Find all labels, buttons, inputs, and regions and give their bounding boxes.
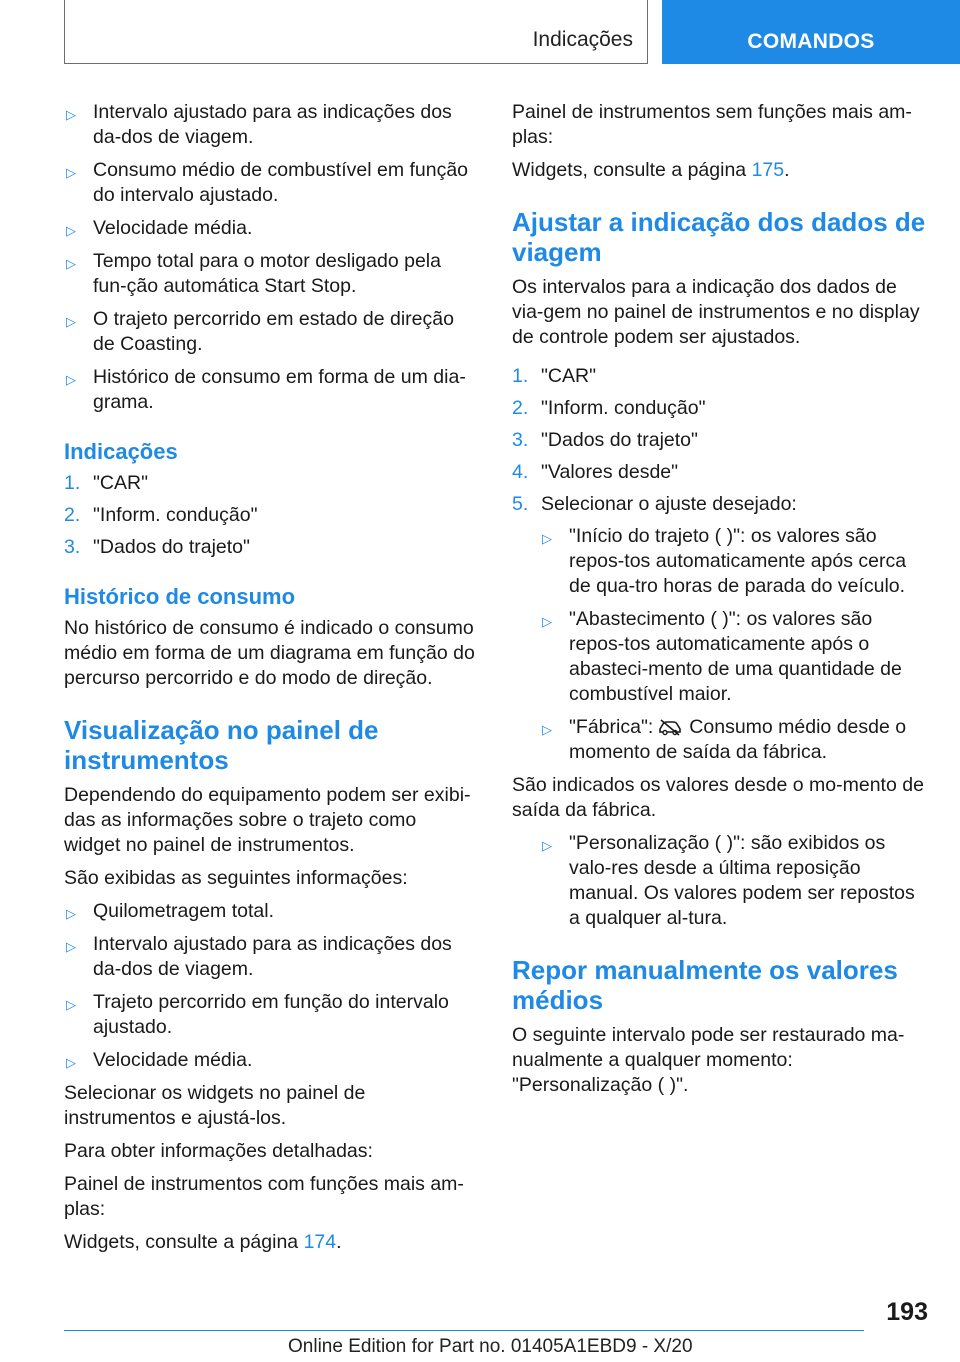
list-item-text: Quilometragem total. bbox=[93, 900, 274, 922]
option-note: São indicados os valores desde o mo-mento de saída da fábrica. bbox=[512, 774, 924, 821]
paragraph: Os intervalos para a indicação dos dados de via-gem no painel de instrumentos e no display de controle podem ser ajustados. bbox=[512, 276, 920, 348]
step-item bbox=[512, 428, 930, 453]
list-item-text: Tempo total para o motor desligado pela fun-ção automática Start Stop. bbox=[93, 250, 441, 297]
option-text: Consumo médio desde o momento de saída da fábrica. bbox=[569, 716, 907, 763]
option-text: "Personalização ( )": são exibidos os valo-res desde a última reposição manual. Os valores podem ser repostos a qualquer al-tura. bbox=[569, 832, 915, 929]
step-number: 1. bbox=[64, 472, 81, 494]
paragraph: No histórico de consumo é indicado o consumo médio em forma de um diagrama em função do percurso percorrido e do modo de direção. bbox=[64, 617, 475, 689]
list-item bbox=[64, 100, 478, 150]
header-section-title: Indicações bbox=[532, 28, 633, 51]
paragraph bbox=[512, 158, 930, 183]
step-item bbox=[512, 460, 930, 485]
footer-edition: Online Edition for Part no. 01405A1EBD9 - X/20 bbox=[288, 1336, 693, 1357]
step-text: "Dados do trajeto" bbox=[93, 536, 250, 558]
step-number: 3. bbox=[512, 429, 529, 451]
triangle-bullet-icon: ▷ bbox=[542, 531, 552, 546]
page-link-175[interactable]: 175 bbox=[751, 159, 785, 181]
triangle-bullet-icon: ▷ bbox=[66, 223, 76, 238]
step-text: "CAR" bbox=[541, 365, 597, 387]
step-number: 3. bbox=[64, 536, 81, 558]
option-text: "Abastecimento ( )": os valores são repos-tos automaticamente após o abasteci-mento de uma quantidade de combustível maior. bbox=[569, 608, 902, 705]
paragraph: O seguinte intervalo pode ser restaurado ma-nualmente a qualquer momento: "Personalização ( )". bbox=[512, 1024, 905, 1096]
header-box bbox=[64, 0, 648, 64]
page-number: 193 bbox=[886, 1298, 928, 1326]
step-number: 1. bbox=[512, 365, 529, 387]
step-number: 2. bbox=[512, 397, 529, 419]
paragraph-text: . bbox=[784, 159, 790, 181]
heading-historico: Histórico de consumo bbox=[64, 584, 296, 609]
triangle-bullet-icon: ▷ bbox=[66, 997, 76, 1012]
heading-ajustar: Ajustar a indicação dos dados de viagem bbox=[512, 207, 926, 267]
paragraph: Painel de instrumentos com funções mais am-plas: bbox=[64, 1173, 464, 1220]
triangle-bullet-icon: ▷ bbox=[542, 722, 552, 737]
paragraph: Painel de instrumentos sem funções mais am-plas: bbox=[512, 101, 912, 148]
triangle-bullet-icon: ▷ bbox=[66, 939, 76, 954]
triangle-bullet-icon: ▷ bbox=[542, 614, 552, 629]
triangle-bullet-icon: ▷ bbox=[66, 107, 76, 122]
paragraph bbox=[64, 1230, 478, 1255]
option-item bbox=[540, 715, 930, 765]
triangle-bullet-icon: ▷ bbox=[66, 372, 76, 387]
list-item bbox=[64, 932, 478, 982]
triangle-bullet-icon: ▷ bbox=[542, 838, 552, 853]
step-item bbox=[64, 503, 478, 528]
list-item bbox=[64, 158, 478, 208]
list-item bbox=[64, 990, 478, 1040]
list-item bbox=[64, 365, 478, 415]
paragraph: Selecionar os widgets no painel de instrumentos e ajustá-los. bbox=[64, 1082, 366, 1129]
step-text: Selecionar o ajuste desejado: bbox=[541, 493, 797, 515]
list-item bbox=[64, 216, 478, 241]
paragraph-text: Widgets, consulte a página bbox=[64, 1231, 304, 1253]
step-number: 5. bbox=[512, 493, 529, 515]
heading-indicacoes: Indicações bbox=[64, 439, 178, 464]
list-item-text: Velocidade média. bbox=[93, 217, 253, 239]
paragraph: Para obter informações detalhadas: bbox=[64, 1140, 373, 1162]
option-item bbox=[540, 524, 930, 599]
triangle-bullet-icon: ▷ bbox=[66, 165, 76, 180]
paragraph-text: . bbox=[336, 1231, 342, 1253]
step-item bbox=[512, 492, 930, 517]
triangle-bullet-icon: ▷ bbox=[66, 314, 76, 329]
heading-repor: Repor manualmente os valores médios bbox=[512, 955, 898, 1015]
list-item bbox=[64, 899, 478, 924]
page-link-174[interactable]: 174 bbox=[303, 1231, 337, 1253]
option-text: "Fábrica": bbox=[569, 716, 654, 738]
list-item-text: Histórico de consumo em forma de um dia-grama. bbox=[93, 366, 466, 413]
option-text: "Início do trajeto ( )": os valores são repos-tos automaticamente após cerca de qua-tro horas de parada do veículo. bbox=[569, 525, 907, 597]
step-item bbox=[64, 471, 478, 496]
step-item bbox=[64, 535, 478, 560]
list-item bbox=[64, 307, 478, 357]
header-chapter-tab: COMANDOS bbox=[662, 0, 960, 64]
step-text: "Dados do trajeto" bbox=[541, 429, 698, 451]
list-item bbox=[64, 1048, 478, 1073]
list-item bbox=[64, 249, 478, 299]
list-item-text: Intervalo ajustado para as indicações dos da-dos de viagem. bbox=[93, 933, 452, 980]
paragraph: Dependendo do equipamento podem ser exibi-das as informações sobre o trajeto como widget no painel de instrumentos. bbox=[64, 784, 471, 856]
left-column bbox=[64, 100, 478, 1263]
step-text: "Inform. condução" bbox=[541, 397, 706, 419]
triangle-bullet-icon: ▷ bbox=[66, 256, 76, 271]
list-item-text: Trajeto percorrido em função do intervalo ajustado. bbox=[93, 991, 449, 1038]
list-item-text: Consumo médio de combustível em função do intervalo ajustado. bbox=[93, 159, 469, 206]
list-item-text: O trajeto percorrido em estado de direção de Coasting. bbox=[93, 308, 454, 355]
list-item-text: Intervalo ajustado para as indicações dos da-dos de viagem. bbox=[93, 101, 452, 148]
step-number: 4. bbox=[512, 461, 529, 483]
step-item bbox=[512, 396, 930, 421]
paragraph-text: Widgets, consulte a página bbox=[512, 159, 752, 181]
step-item bbox=[512, 364, 930, 389]
heading-visualizacao: Visualização no painel de instrumentos bbox=[64, 715, 379, 775]
list-item-text: Velocidade média. bbox=[93, 1049, 253, 1071]
option-item bbox=[540, 607, 930, 707]
step-number: 2. bbox=[64, 504, 81, 526]
option-item bbox=[540, 831, 930, 931]
footer-divider bbox=[64, 1330, 864, 1331]
car-consumption-icon bbox=[657, 718, 683, 736]
triangle-bullet-icon: ▷ bbox=[66, 1055, 76, 1070]
paragraph: São exibidas as seguintes informações: bbox=[64, 867, 408, 889]
step-text: "Valores desde" bbox=[541, 461, 679, 483]
step-text: "Inform. condução" bbox=[93, 504, 258, 526]
right-column bbox=[512, 100, 930, 1106]
triangle-bullet-icon: ▷ bbox=[66, 906, 76, 921]
step-text: "CAR" bbox=[93, 472, 149, 494]
